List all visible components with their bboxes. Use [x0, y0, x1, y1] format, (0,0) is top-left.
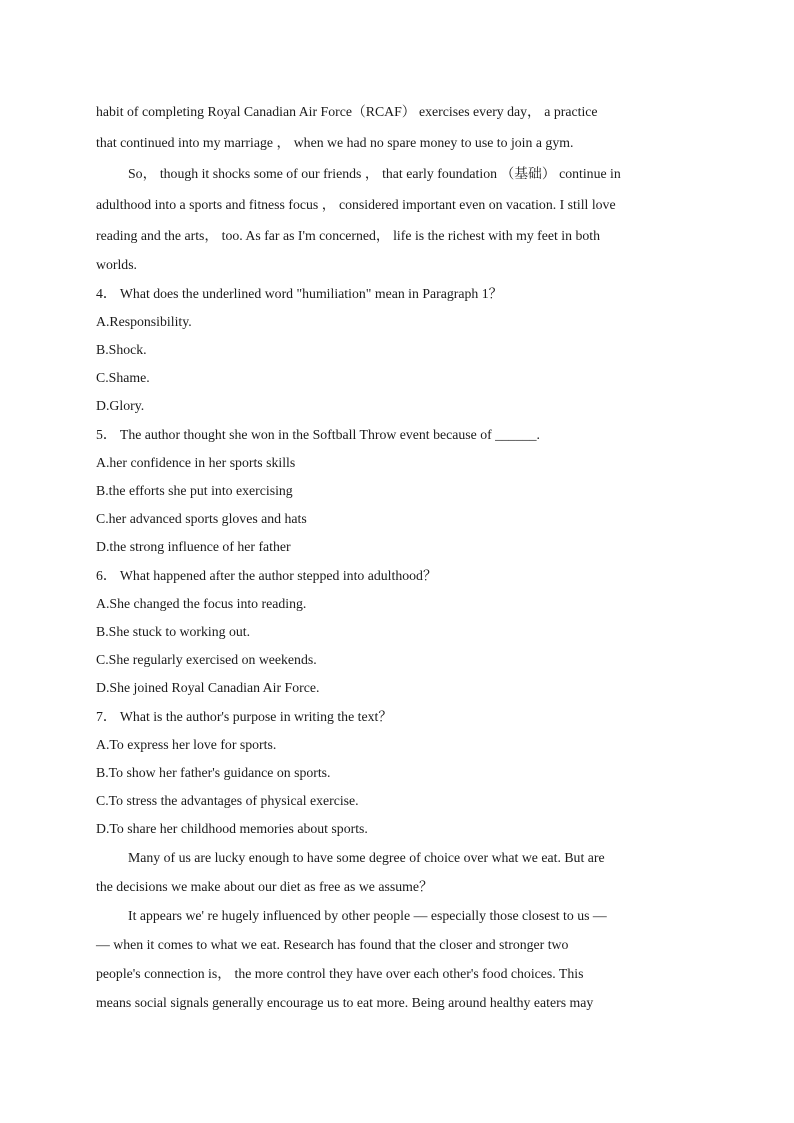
passage-b-line: the decisions we make about our diet as free as we assume？	[96, 879, 433, 894]
question-option: B.She stuck to working out.	[96, 624, 251, 639]
question-option: C.her advanced sports gloves and hats	[96, 511, 307, 526]
question-option: B.Shock.	[96, 342, 147, 357]
passage-b-line: means social signals generally encourage us to eat more. Being around healthy eaters may	[96, 995, 594, 1010]
passage-a-line: adulthood into a sports and fitness focus ， considered important even on vacation. I still love	[96, 197, 616, 212]
passage-a-line: habit of completing Royal Canadian Air Force（RCAF） exercises every day， a practice	[96, 104, 598, 119]
question-stem: 7． What is the author's purpose in writing the text？	[96, 709, 393, 724]
passage-b-line: Many of us are lucky enough to have some degree of choice over what we eat. But are	[128, 850, 605, 865]
question-7	[96, 702, 696, 843]
passage-a-line: worlds.	[96, 257, 138, 272]
question-option: A.her confidence in her sports skills	[96, 455, 296, 470]
question-4	[96, 279, 696, 420]
passage-b	[96, 843, 696, 1017]
question-stem: 5． The author thought she won in the Softball Throw event because of ______.	[96, 427, 540, 442]
question-option: C.Shame.	[96, 370, 150, 385]
question-option: B.To show her father's guidance on sports.	[96, 765, 331, 780]
question-option: C.She regularly exercised on weekends.	[96, 652, 317, 667]
question-stem: 6． What happened after the author stepped into adulthood？	[96, 568, 437, 583]
question-stem: 4． What does the underlined word "humiliation" mean in Paragraph 1？	[96, 286, 503, 301]
passage-a-line: So， though it shocks some of our friends ， that early foundation （基础） continue in	[128, 166, 621, 181]
question-option: C.To stress the advantages of physical exercise.	[96, 793, 359, 808]
passage-b-line: It appears we' re hugely influenced by other people — especially those closest to us —	[128, 908, 607, 923]
question-option: A.To express her love for sports.	[96, 737, 277, 752]
question-option: D.Glory.	[96, 398, 145, 413]
question-5	[96, 420, 696, 561]
passage-a-line: that continued into my marriage ， when we had no spare money to use to join a gym.	[96, 135, 574, 150]
document-content	[96, 96, 696, 1017]
passage-b-line: people's connection is， the more control they have over each other's food choices. This	[96, 966, 584, 981]
passage-b-line: — when it comes to what we eat. Research has found that the closer and stronger two	[96, 937, 569, 952]
question-option: B.the efforts she put into exercising	[96, 483, 293, 498]
question-option: D.To share her childhood memories about sports.	[96, 821, 368, 836]
question-option: D.the strong influence of her father	[96, 539, 291, 554]
question-option: D.She joined Royal Canadian Air Force.	[96, 680, 320, 695]
passage-a	[96, 96, 696, 279]
passage-a-line: reading and the arts， too. As far as I'm concerned， life is the richest with my feet in both	[96, 228, 601, 243]
question-option: A.Responsibility.	[96, 314, 192, 329]
question-6	[96, 561, 696, 702]
question-option: A.She changed the focus into reading.	[96, 596, 307, 611]
